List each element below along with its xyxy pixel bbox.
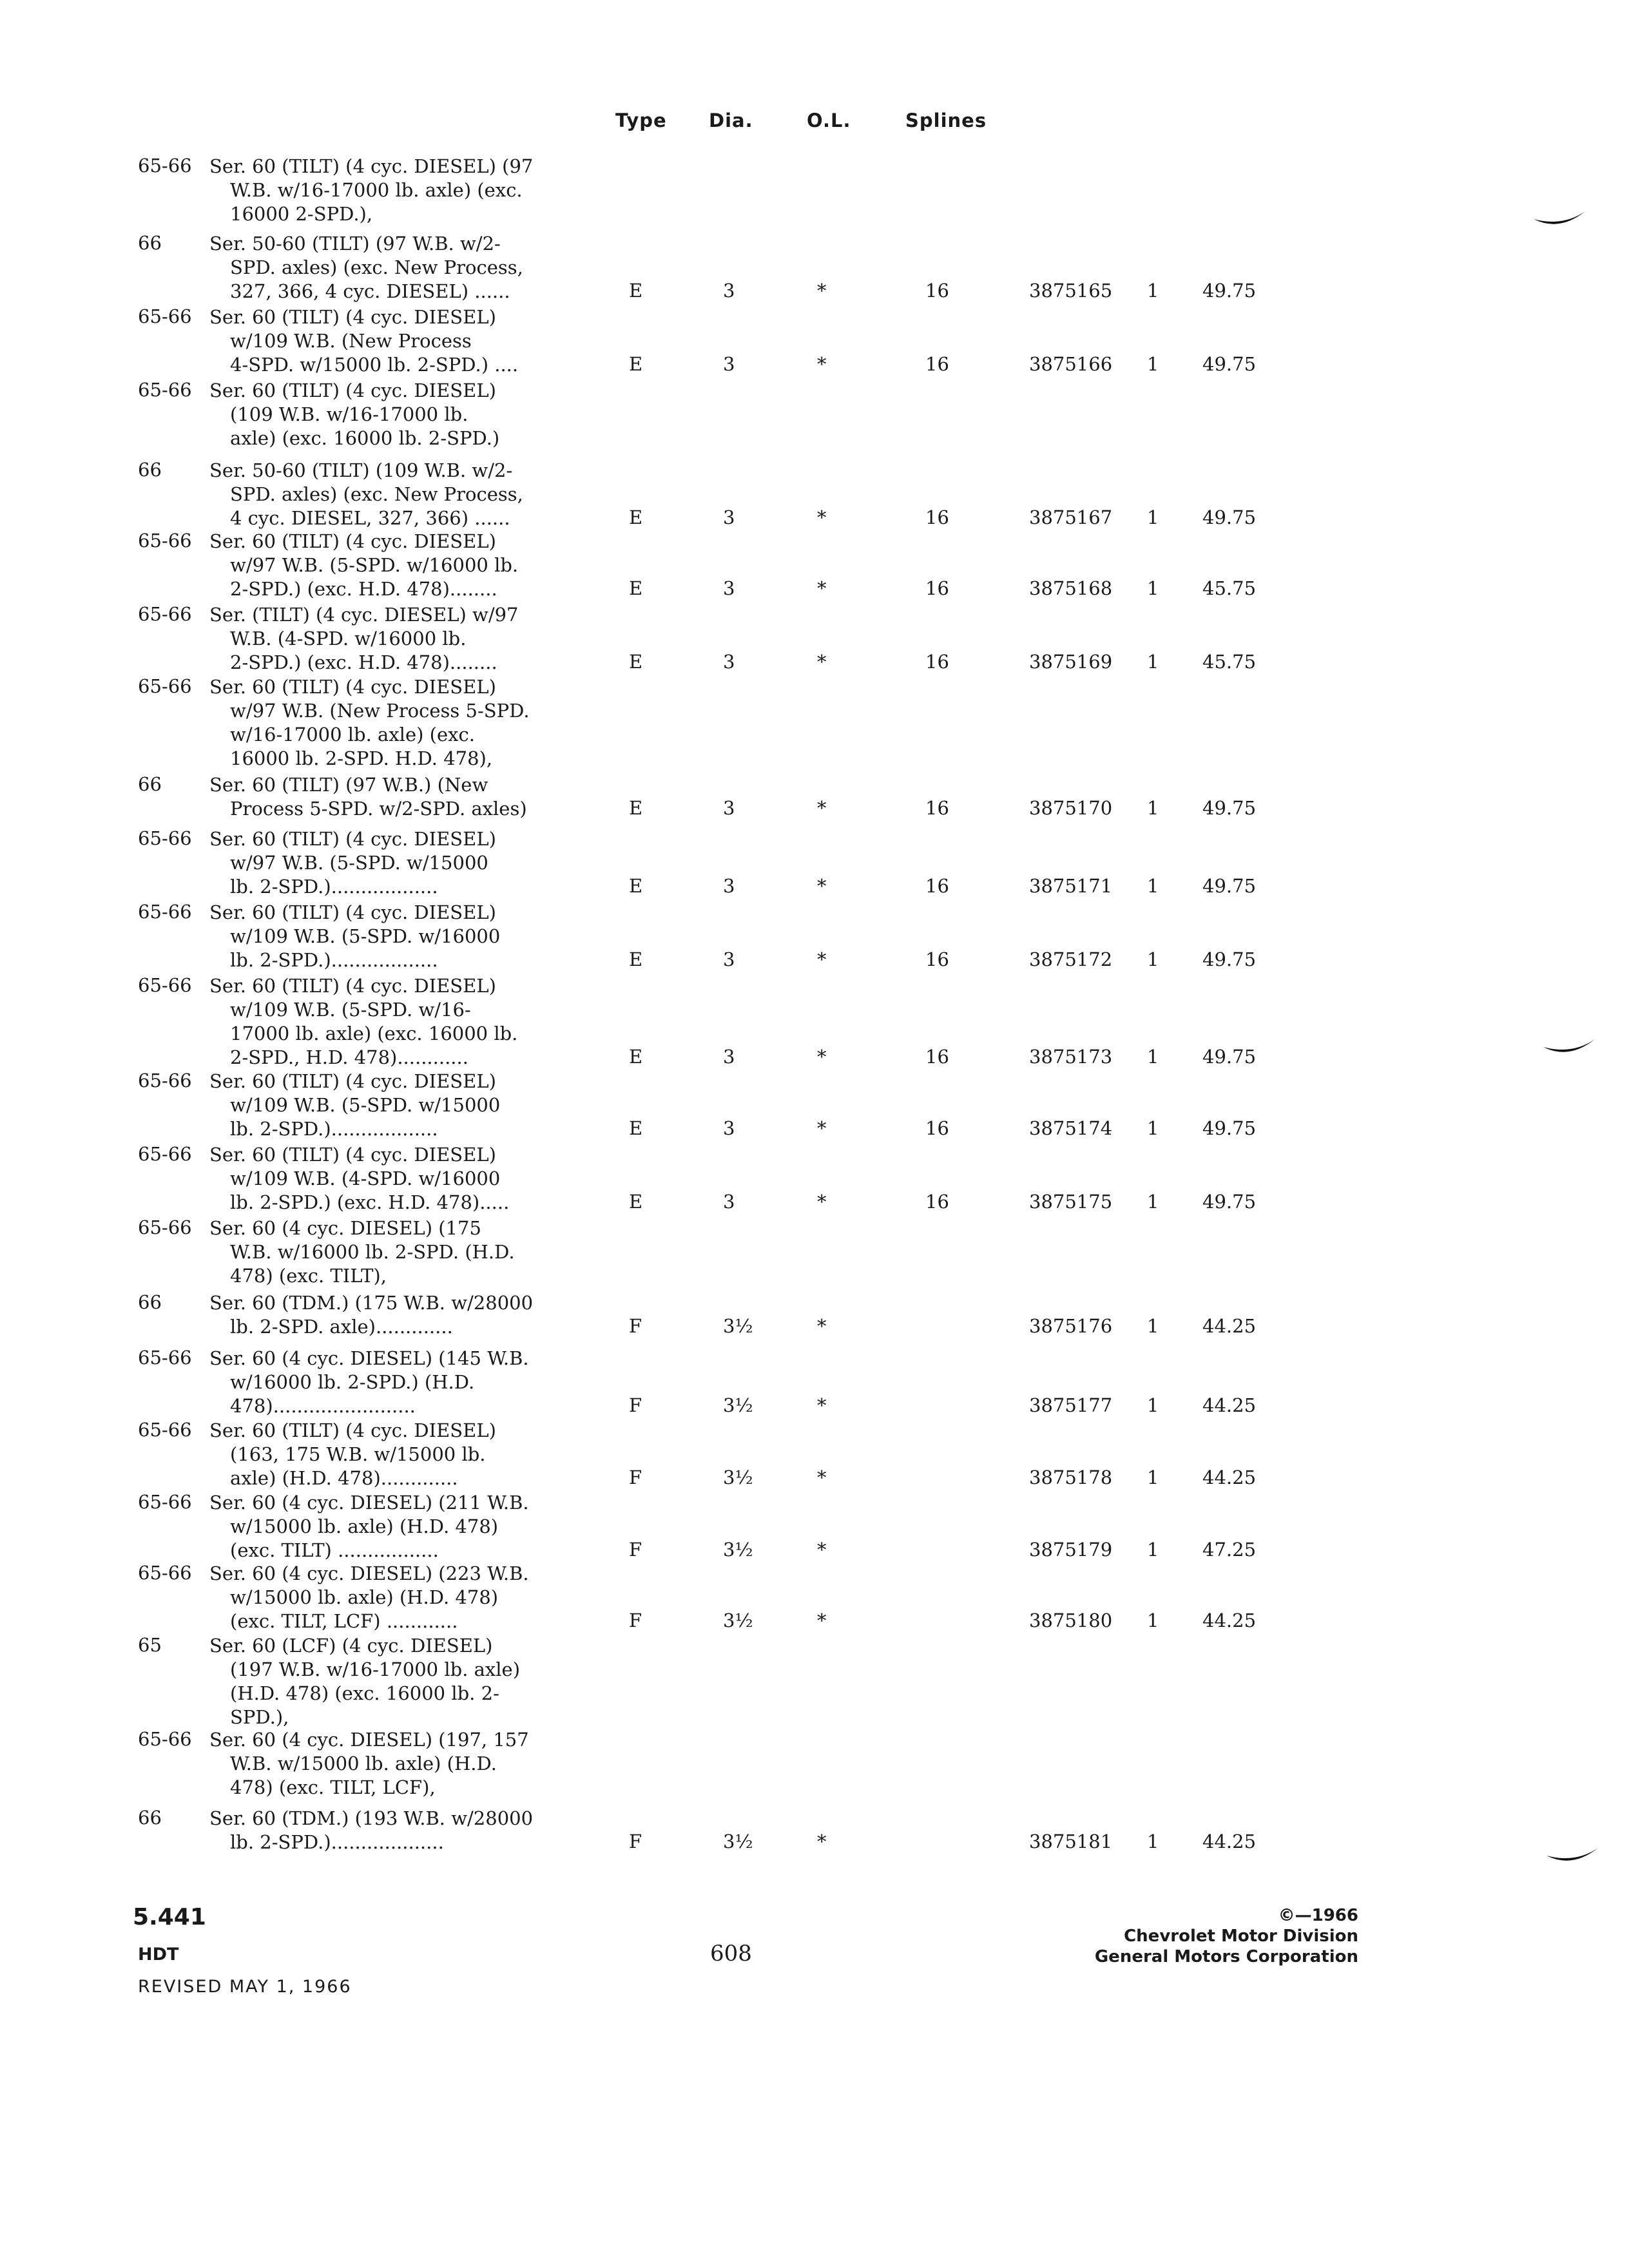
dia-cell: 3: [723, 577, 735, 599]
description-line: lb. 2-SPD.)..................: [230, 1118, 438, 1140]
description-line: Ser. 60 (TILT) (4 cyc. DIESEL) (97: [209, 155, 534, 177]
type-cell: F: [629, 1394, 642, 1416]
ol-cell: *: [817, 651, 827, 673]
part-number-cell: 3875174: [1029, 1117, 1113, 1139]
year-cell: 66: [138, 1291, 162, 1313]
description-cell: [209, 530, 570, 601]
description-line: 16000 lb. 2-SPD. H.D. 478),: [230, 747, 493, 769]
qty-cell: 1: [1147, 948, 1159, 970]
ol-cell: *: [817, 1046, 827, 1068]
description-line: lb. 2-SPD.)...................: [230, 1831, 444, 1853]
year-cell: 65-66: [138, 1070, 192, 1091]
description-cell: [209, 827, 570, 899]
part-number-cell: 3875170: [1029, 797, 1113, 819]
qty-cell: 1: [1147, 353, 1159, 375]
description-line: Ser. 60 (TILT) (4 cyc. DIESEL): [209, 975, 496, 997]
splines-cell: 16: [925, 577, 949, 599]
binder-mark-icon: [1540, 1034, 1598, 1063]
description-cell: [209, 1491, 570, 1562]
description-cell: [209, 773, 570, 821]
description-line: 478) (exc. TILT),: [230, 1265, 387, 1287]
qty-cell: 1: [1147, 1117, 1159, 1139]
description-line: (exc. TILT, LCF) ............: [230, 1610, 458, 1632]
section-number: 5.441: [133, 1904, 206, 1930]
description-cell: [209, 1070, 570, 1141]
description-line: Process 5-SPD. w/2-SPD. axles): [230, 798, 527, 820]
type-cell: E: [629, 506, 643, 528]
year-cell: 65-66: [138, 1347, 192, 1369]
type-cell: E: [629, 577, 643, 599]
qty-cell: 1: [1147, 506, 1159, 528]
description-line: W.B. (4-SPD. w/16000 lb.: [230, 628, 467, 649]
description-cell: [209, 1216, 570, 1288]
description-cell: [209, 675, 570, 771]
description-line: w/16000 lb. 2-SPD.) (H.D.: [230, 1371, 475, 1393]
splines-cell: 16: [925, 280, 949, 302]
description-line: axle) (H.D. 478).............: [230, 1467, 458, 1489]
ol-cell: *: [817, 506, 827, 528]
year-cell: 66: [138, 773, 162, 795]
price-cell: 45.75: [1202, 577, 1257, 599]
description-line: Ser. 60 (LCF) (4 cyc. DIESEL): [209, 1635, 493, 1657]
dia-cell: 3: [723, 1191, 735, 1213]
description-line: w/97 W.B. (5-SPD. w/15000: [230, 852, 488, 874]
qty-cell: 1: [1147, 1466, 1159, 1488]
description-cell: [209, 1634, 570, 1729]
description-line: 2-SPD.) (exc. H.D. 478)........: [230, 651, 497, 673]
qty-cell: 1: [1147, 875, 1159, 897]
ol-cell: *: [817, 797, 827, 819]
description-cell: [209, 1562, 570, 1633]
part-number-cell: 3875181: [1029, 1831, 1113, 1852]
description-line: Ser. 60 (TILT) (4 cyc. DIESEL): [209, 1070, 496, 1092]
part-number-cell: 3875173: [1029, 1046, 1113, 1068]
dia-cell: 3: [723, 280, 735, 302]
dia-cell: 3: [723, 1046, 735, 1068]
description-cell: [209, 1347, 570, 1418]
corporation: General Motors Corporation: [1094, 1947, 1358, 1966]
type-cell: E: [629, 353, 643, 375]
description-line: lb. 2-SPD.)..................: [230, 949, 438, 971]
qty-cell: 1: [1147, 1046, 1159, 1068]
type-cell: E: [629, 1191, 643, 1213]
qty-cell: 1: [1147, 797, 1159, 819]
description-line: Ser. 60 (TILT) (4 cyc. DIESEL): [209, 901, 496, 923]
price-cell: 49.75: [1202, 280, 1257, 302]
description-line: SPD.),: [230, 1706, 289, 1728]
description-line: w/97 W.B. (5-SPD. w/16000 lb.: [230, 554, 519, 576]
type-cell: E: [629, 1046, 643, 1068]
splines-cell: 16: [925, 1046, 949, 1068]
type-cell: E: [629, 797, 643, 819]
qty-cell: 1: [1147, 1191, 1159, 1213]
part-number-cell: 3875166: [1029, 353, 1113, 375]
description-line: (exc. TILT) .................: [230, 1539, 439, 1561]
dia-cell: 3½: [723, 1610, 753, 1631]
description-cell: [209, 379, 570, 450]
dia-cell: 3½: [723, 1394, 753, 1416]
year-cell: 65-66: [138, 901, 192, 923]
ol-cell: *: [817, 1610, 827, 1631]
year-cell: 65-66: [138, 827, 192, 849]
ol-cell: *: [817, 577, 827, 599]
description-cell: [209, 1291, 570, 1339]
price-cell: 49.75: [1202, 797, 1257, 819]
splines-cell: 16: [925, 1117, 949, 1139]
description-line: (197 W.B. w/16-17000 lb. axle): [230, 1658, 521, 1680]
description-line: Ser. 60 (TILT) (4 cyc. DIESEL): [209, 828, 496, 850]
qty-cell: 1: [1147, 280, 1159, 302]
description-line: SPD. axles) (exc. New Process,: [230, 483, 523, 505]
type-cell: E: [629, 948, 643, 970]
ol-cell: *: [817, 1315, 827, 1337]
dia-cell: 3: [723, 353, 735, 375]
part-number-cell: 3875171: [1029, 875, 1113, 897]
splines-cell: 16: [925, 1191, 949, 1213]
type-cell: E: [629, 651, 643, 673]
description-line: lb. 2-SPD.)..................: [230, 876, 438, 898]
description-line: W.B. w/15000 lb. axle) (H.D.: [230, 1753, 497, 1774]
description-line: Ser. 60 (TDM.) (175 W.B. w/28000: [209, 1292, 534, 1314]
type-cell: F: [629, 1315, 642, 1337]
description-cell: [209, 603, 570, 675]
section-code: HDT: [138, 1945, 179, 1965]
dia-cell: 3: [723, 506, 735, 528]
description-line: w/16-17000 lb. axle) (exc.: [230, 724, 475, 745]
description-line: Ser. 60 (TILT) (4 cyc. DIESEL): [209, 1144, 496, 1166]
description-cell: [209, 232, 570, 303]
dia-cell: 3½: [723, 1315, 753, 1337]
type-cell: E: [629, 875, 643, 897]
price-cell: 44.25: [1202, 1831, 1257, 1852]
price-cell: 47.25: [1202, 1539, 1257, 1561]
description-line: Ser. 60 (4 cyc. DIESEL) (197, 157: [209, 1729, 529, 1751]
price-cell: 44.25: [1202, 1315, 1257, 1337]
description-line: Ser. 60 (TDM.) (193 W.B. w/28000: [209, 1807, 534, 1829]
page-number: 608: [710, 1941, 752, 1966]
description-line: W.B. w/16-17000 lb. axle) (exc.: [230, 179, 523, 201]
ol-cell: *: [817, 948, 827, 970]
type-cell: F: [629, 1831, 642, 1852]
ol-cell: *: [817, 1191, 827, 1213]
ol-cell: *: [817, 1539, 827, 1561]
description-line: Ser. (TILT) (4 cyc. DIESEL) w/97: [209, 604, 519, 626]
description-line: w/109 W.B. (New Process: [230, 330, 472, 352]
year-cell: 66: [138, 459, 162, 481]
description-line: Ser. 60 (TILT) (97 W.B.) (New: [209, 774, 488, 796]
binder-mark-icon: [1543, 1843, 1601, 1872]
year-cell: 65-66: [138, 305, 192, 327]
price-cell: 49.75: [1202, 948, 1257, 970]
description-line: Ser. 60 (TILT) (4 cyc. DIESEL): [209, 1419, 496, 1441]
splines-cell: 16: [925, 875, 949, 897]
year-cell: 65-66: [138, 1143, 192, 1165]
description-line: 2-SPD.) (exc. H.D. 478)........: [230, 578, 497, 600]
description-line: W.B. w/16000 lb. 2-SPD. (H.D.: [230, 1241, 515, 1263]
part-number-cell: 3875179: [1029, 1539, 1113, 1561]
description-line: w/15000 lb. axle) (H.D. 478): [230, 1515, 499, 1537]
col-header-type: Type: [615, 110, 667, 131]
year-cell: 65-66: [138, 1216, 192, 1238]
description-cell: [209, 1143, 570, 1215]
qty-cell: 1: [1147, 1315, 1159, 1337]
year-cell: 65-66: [138, 379, 192, 401]
qty-cell: 1: [1147, 651, 1159, 673]
dia-cell: 3: [723, 797, 735, 819]
ol-cell: *: [817, 280, 827, 302]
description-line: 16000 2-SPD.),: [230, 203, 373, 225]
description-cell: [209, 901, 570, 972]
description-line: Ser. 50-60 (TILT) (109 W.B. w/2-: [209, 459, 513, 481]
price-cell: 44.25: [1202, 1466, 1257, 1488]
year-cell: 65-66: [138, 1728, 192, 1750]
description-cell: [209, 1807, 570, 1854]
part-number-cell: 3875172: [1029, 948, 1113, 970]
dia-cell: 3: [723, 948, 735, 970]
ol-cell: *: [817, 875, 827, 897]
year-cell: 65-66: [138, 974, 192, 996]
splines-cell: 16: [925, 353, 949, 375]
qty-cell: 1: [1147, 577, 1159, 599]
description-line: lb. 2-SPD. axle).............: [230, 1316, 453, 1338]
ol-cell: *: [817, 1831, 827, 1852]
description-cell: [209, 305, 570, 377]
part-number-cell: 3875169: [1029, 651, 1113, 673]
description-line: w/97 W.B. (New Process 5-SPD.: [230, 700, 530, 722]
dia-cell: 3½: [723, 1466, 753, 1488]
part-number-cell: 3875165: [1029, 280, 1113, 302]
year-cell: 65-66: [138, 1562, 192, 1584]
description-line: w/109 W.B. (5-SPD. w/16-: [230, 999, 471, 1021]
price-cell: 44.25: [1202, 1610, 1257, 1631]
description-line: (H.D. 478) (exc. 16000 lb. 2-: [230, 1682, 499, 1704]
description-line: lb. 2-SPD.) (exc. H.D. 478).....: [230, 1191, 510, 1213]
description-cell: [209, 155, 570, 226]
description-line: w/109 W.B. (4-SPD. w/16000: [230, 1168, 501, 1189]
type-cell: E: [629, 1117, 643, 1139]
year-cell: 65-66: [138, 1419, 192, 1441]
type-cell: F: [629, 1610, 642, 1631]
part-number-cell: 3875176: [1029, 1315, 1113, 1337]
type-cell: E: [629, 280, 643, 302]
description-line: (163, 175 W.B. w/15000 lb.: [230, 1443, 486, 1465]
year-cell: 65-66: [138, 603, 192, 625]
splines-cell: 16: [925, 506, 949, 528]
part-number-cell: 3875175: [1029, 1191, 1113, 1213]
description-line: Ser. 60 (4 cyc. DIESEL) (145 W.B.: [209, 1347, 529, 1369]
description-line: 4-SPD. w/15000 lb. 2-SPD.) ....: [230, 354, 519, 376]
ol-cell: *: [817, 353, 827, 375]
description-line: (109 W.B. w/16-17000 lb.: [230, 403, 468, 425]
year-cell: 66: [138, 1807, 162, 1829]
description-cell: [209, 459, 570, 530]
dia-cell: 3: [723, 875, 735, 897]
description-line: 17000 lb. axle) (exc. 16000 lb.: [230, 1023, 518, 1044]
ol-cell: *: [817, 1466, 827, 1488]
description-line: Ser. 50-60 (TILT) (97 W.B. w/2-: [209, 233, 501, 255]
description-cell: [209, 1419, 570, 1490]
revised-date: REVISED MAY 1, 1966: [138, 1977, 352, 1997]
col-header-ol: O.L.: [807, 110, 851, 131]
part-number-cell: 3875178: [1029, 1466, 1113, 1488]
year-cell: 65-66: [138, 155, 192, 177]
division: Chevrolet Motor Division: [1124, 1927, 1358, 1946]
description-line: 478) (exc. TILT, LCF),: [230, 1776, 436, 1798]
qty-cell: 1: [1147, 1539, 1159, 1561]
price-cell: 45.75: [1202, 651, 1257, 673]
description-line: Ser. 60 (4 cyc. DIESEL) (175: [209, 1217, 481, 1239]
description-cell: [209, 974, 570, 1070]
part-number-cell: 3875168: [1029, 577, 1113, 599]
year-cell: 65-66: [138, 675, 192, 697]
part-number-cell: 3875177: [1029, 1394, 1113, 1416]
price-cell: 49.75: [1202, 506, 1257, 528]
price-cell: 49.75: [1202, 1191, 1257, 1213]
description-line: 327, 366, 4 cyc. DIESEL) ......: [230, 280, 510, 302]
dia-cell: 3½: [723, 1539, 753, 1561]
binder-mark-icon: [1530, 206, 1588, 235]
type-cell: F: [629, 1466, 642, 1488]
dia-cell: 3½: [723, 1831, 753, 1852]
description-line: Ser. 60 (4 cyc. DIESEL) (211 W.B.: [209, 1492, 529, 1514]
description-line: 4 cyc. DIESEL, 327, 366) ......: [230, 507, 510, 529]
ol-cell: *: [817, 1394, 827, 1416]
splines-cell: 16: [925, 797, 949, 819]
description-line: Ser. 60 (TILT) (4 cyc. DIESEL): [209, 530, 496, 552]
description-cell: [209, 1728, 570, 1800]
col-header-dia: Dia.: [709, 110, 753, 131]
splines-cell: 16: [925, 948, 949, 970]
year-cell: 65-66: [138, 530, 192, 552]
part-number-cell: 3875167: [1029, 506, 1113, 528]
splines-cell: 16: [925, 651, 949, 673]
part-number-cell: 3875180: [1029, 1610, 1113, 1631]
dia-cell: 3: [723, 1117, 735, 1139]
description-line: Ser. 60 (TILT) (4 cyc. DIESEL): [209, 306, 496, 328]
description-line: w/109 W.B. (5-SPD. w/15000: [230, 1094, 501, 1116]
ol-cell: *: [817, 1117, 827, 1139]
price-cell: 49.75: [1202, 875, 1257, 897]
qty-cell: 1: [1147, 1831, 1159, 1852]
dia-cell: 3: [723, 651, 735, 673]
description-line: Ser. 60 (TILT) (4 cyc. DIESEL): [209, 380, 496, 401]
copyright: ©—1966: [1278, 1906, 1358, 1925]
description-line: axle) (exc. 16000 lb. 2-SPD.): [230, 427, 500, 449]
qty-cell: 1: [1147, 1394, 1159, 1416]
price-cell: 49.75: [1202, 353, 1257, 375]
year-cell: 65-66: [138, 1491, 192, 1513]
price-cell: 49.75: [1202, 1117, 1257, 1139]
year-cell: 66: [138, 232, 162, 254]
description-line: 2-SPD., H.D. 478)............: [230, 1046, 468, 1068]
description-line: 478)........................: [230, 1395, 416, 1417]
type-cell: F: [629, 1539, 642, 1561]
qty-cell: 1: [1147, 1610, 1159, 1631]
description-line: SPD. axles) (exc. New Process,: [230, 256, 523, 278]
description-line: w/15000 lb. axle) (H.D. 478): [230, 1586, 499, 1608]
col-header-splines: Splines: [905, 110, 987, 131]
year-cell: 65: [138, 1634, 162, 1656]
description-line: Ser. 60 (4 cyc. DIESEL) (223 W.B.: [209, 1562, 529, 1584]
description-line: w/109 W.B. (5-SPD. w/16000: [230, 925, 501, 947]
price-cell: 44.25: [1202, 1394, 1257, 1416]
price-cell: 49.75: [1202, 1046, 1257, 1068]
description-line: Ser. 60 (TILT) (4 cyc. DIESEL): [209, 676, 496, 698]
